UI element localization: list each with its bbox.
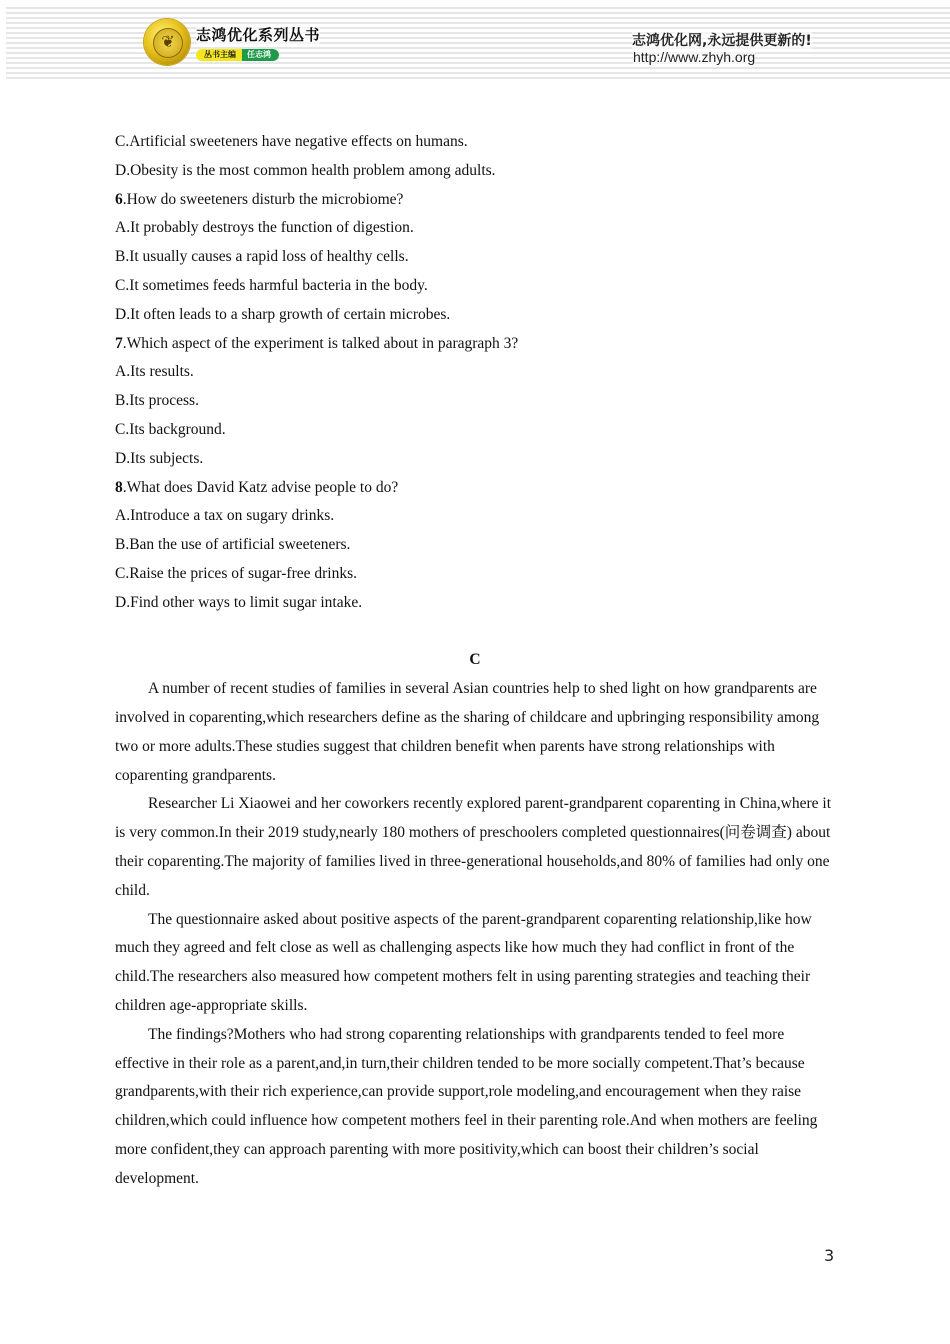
question-stem: .What does David Katz advise people to do? bbox=[122, 478, 399, 496]
page-number: 3 bbox=[824, 1246, 835, 1265]
passage-paragraph-2: Researcher Li Xiaowei and her coworkers recently explored parent-grandparent coparenting in China,where it is very common.In their 2019 study,nearly 180 mothers of preschoolers completed questionnaires(问卷调查) about their coparenting.The majority of families lived in three-generational households,and 80% of families had only one child. bbox=[115, 795, 831, 899]
series-title: 志鸿优化系列丛书 bbox=[196, 26, 321, 44]
passage-paragraph-3: The questionnaire asked about positive aspects of the parent-grandparent coparenting relationship,like how much they agreed and felt close as well as challenging aspects like how much they had conflict in front of the child.The researchers also measured how competent mothers felt in using parenting strategies and teaching their children age-appropriate skills. bbox=[115, 910, 812, 1014]
editor-name: 任志鸿 bbox=[242, 49, 279, 61]
question-6 bbox=[115, 186, 835, 215]
question-7 bbox=[115, 330, 835, 359]
site-url-link[interactable]: http://www.zhyh.org bbox=[633, 49, 756, 65]
option-7c: C.Its background. bbox=[115, 420, 226, 438]
option-8b: B.Ban the use of artificial sweeteners. bbox=[115, 536, 351, 554]
passage-paragraph-1: A number of recent studies of families in several Asian countries help to shed light on how grandparents are involved in coparenting,which researchers define as the sharing of childcare and upbringing responsibility among two or more adults.These studies suggest that children benefit when parents have strong relationships with coparenting grandparents. bbox=[115, 680, 820, 784]
option-8d: D.Find other ways to limit sugar intake. bbox=[115, 593, 363, 611]
option-8c: C.Raise the prices of sugar-free drinks. bbox=[115, 564, 358, 582]
option-7a: A.Its results. bbox=[115, 363, 194, 381]
section-heading: C bbox=[469, 651, 481, 669]
document-body bbox=[115, 128, 835, 1193]
question-number: 7 bbox=[115, 334, 123, 352]
option-6a: A.It probably destroys the function of digestion. bbox=[115, 219, 414, 237]
option-5c: C.Artificial sweeteners have negative effects on humans. bbox=[115, 133, 468, 150]
option-7b: B.Its process. bbox=[115, 392, 199, 410]
option-6d: D.It often leads to a sharp growth of certain microbes. bbox=[115, 305, 451, 323]
editor-label: 丛书主编 bbox=[196, 49, 242, 61]
option-6b: B.It usually causes a rapid loss of healthy cells. bbox=[115, 248, 409, 266]
question-8 bbox=[115, 474, 835, 503]
site-slogan: 志鸿优化网,永远提供更新的! bbox=[632, 30, 812, 50]
option-5d: D.Obesity is the most common health problem among adults. bbox=[115, 161, 496, 179]
question-stem: .How do sweeteners disturb the microbiome? bbox=[122, 190, 404, 208]
option-6c: C.It sometimes feeds harmful bacteria in the body. bbox=[115, 276, 428, 294]
question-stem: .Which aspect of the experiment is talked about in paragraph 3? bbox=[122, 334, 519, 352]
medallion-inner bbox=[153, 28, 183, 58]
option-7d: D.Its subjects. bbox=[115, 449, 204, 467]
leaf-emblem-icon: ❦ bbox=[161, 32, 175, 51]
passage-paragraph-4: The findings?Mothers who had strong coparenting relationships with grandparents tended to feel more effective in their role as a parent,and,in turn,their children tended to be more socially competent.That’s because grandparents,with their rich experience,can provide support,role modeling,and encouragement when they raise children,which could influence how competent mothers feel in their parenting role.And when mothers are feeling more confident,they can approach parenting with more positivity,which can boost their children’s social development. bbox=[115, 1025, 818, 1187]
gold-medallion-icon bbox=[144, 19, 190, 65]
option-8a: A.Introduce a tax on sugary drinks. bbox=[115, 507, 335, 525]
question-number: 6 bbox=[115, 190, 123, 208]
editor-badge bbox=[196, 49, 279, 61]
question-number: 8 bbox=[115, 478, 123, 496]
